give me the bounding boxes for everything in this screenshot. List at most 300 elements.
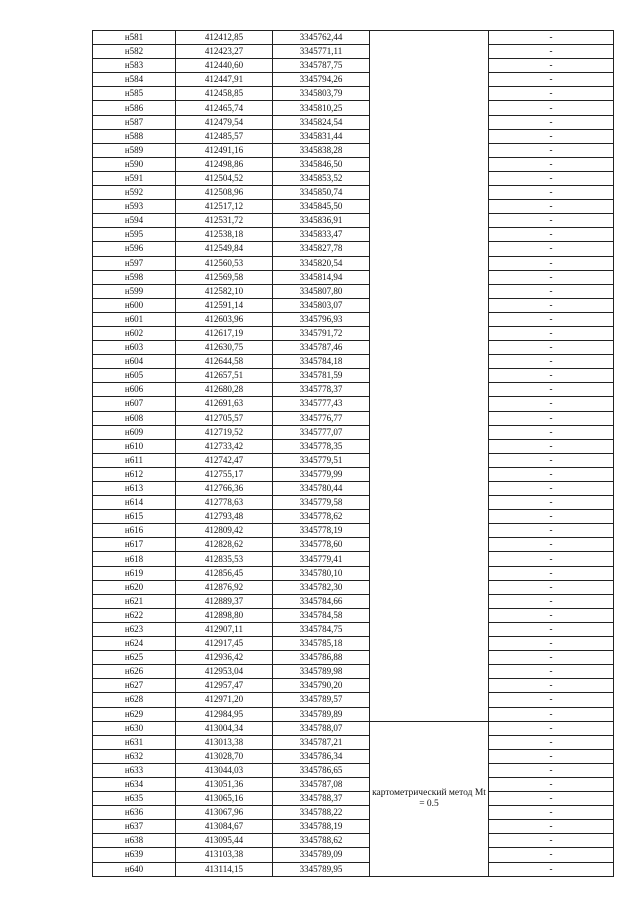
y-coordinate-cell: 3345789,09 bbox=[273, 848, 370, 862]
x-coordinate-cell: 412733,42 bbox=[176, 439, 273, 453]
table-row bbox=[93, 171, 614, 185]
point-name-cell: н586 bbox=[93, 101, 176, 115]
y-coordinate-cell: 3345833,47 bbox=[273, 228, 370, 242]
point-name-cell: н624 bbox=[93, 637, 176, 651]
point-name-cell: н608 bbox=[93, 411, 176, 425]
accuracy-cell: - bbox=[489, 467, 614, 481]
coordinates-table bbox=[92, 30, 614, 877]
y-coordinate-cell: 3345803,79 bbox=[273, 87, 370, 101]
table-row bbox=[93, 749, 614, 763]
x-coordinate-cell: 412828,62 bbox=[176, 538, 273, 552]
x-coordinate-cell: 412856,45 bbox=[176, 566, 273, 580]
x-coordinate-cell: 412603,96 bbox=[176, 312, 273, 326]
table-row bbox=[93, 637, 614, 651]
y-coordinate-cell: 3345778,60 bbox=[273, 538, 370, 552]
x-coordinate-cell: 412485,57 bbox=[176, 129, 273, 143]
table-row bbox=[93, 214, 614, 228]
point-name-cell: н587 bbox=[93, 115, 176, 129]
table-row bbox=[93, 848, 614, 862]
table-row bbox=[93, 538, 614, 552]
point-name-cell: н616 bbox=[93, 524, 176, 538]
y-coordinate-cell: 3345780,44 bbox=[273, 482, 370, 496]
table-row bbox=[93, 101, 614, 115]
y-coordinate-cell: 3345789,57 bbox=[273, 693, 370, 707]
table-row bbox=[93, 397, 614, 411]
point-name-cell: н593 bbox=[93, 200, 176, 214]
accuracy-cell: - bbox=[489, 834, 614, 848]
point-name-cell: н596 bbox=[93, 242, 176, 256]
x-coordinate-cell: 412742,47 bbox=[176, 453, 273, 467]
accuracy-cell: - bbox=[489, 73, 614, 87]
y-coordinate-cell: 3345789,89 bbox=[273, 707, 370, 721]
y-coordinate-cell: 3345779,51 bbox=[273, 453, 370, 467]
point-name-cell: н620 bbox=[93, 580, 176, 594]
x-coordinate-cell: 412412,85 bbox=[176, 31, 273, 45]
y-coordinate-cell: 3345788,19 bbox=[273, 820, 370, 834]
x-coordinate-cell: 412657,51 bbox=[176, 369, 273, 383]
table-row bbox=[93, 735, 614, 749]
point-name-cell: н610 bbox=[93, 439, 176, 453]
accuracy-cell: - bbox=[489, 383, 614, 397]
table-row bbox=[93, 312, 614, 326]
point-name-cell: н630 bbox=[93, 721, 176, 735]
accuracy-cell: - bbox=[489, 566, 614, 580]
table-row bbox=[93, 580, 614, 594]
point-name-cell: н623 bbox=[93, 622, 176, 636]
point-name-cell: н628 bbox=[93, 693, 176, 707]
point-name-cell: н602 bbox=[93, 326, 176, 340]
x-coordinate-cell: 413103,38 bbox=[176, 848, 273, 862]
y-coordinate-cell: 3345778,35 bbox=[273, 439, 370, 453]
accuracy-cell: - bbox=[489, 425, 614, 439]
accuracy-cell: - bbox=[489, 679, 614, 693]
accuracy-cell: - bbox=[489, 651, 614, 665]
y-coordinate-cell: 3345789,98 bbox=[273, 665, 370, 679]
point-name-cell: н636 bbox=[93, 806, 176, 820]
table-row bbox=[93, 693, 614, 707]
y-coordinate-cell: 3345790,20 bbox=[273, 679, 370, 693]
x-coordinate-cell: 412538,18 bbox=[176, 228, 273, 242]
x-coordinate-cell: 412582,10 bbox=[176, 284, 273, 298]
point-name-cell: н590 bbox=[93, 157, 176, 171]
point-name-cell: н598 bbox=[93, 270, 176, 284]
x-coordinate-cell: 412793,48 bbox=[176, 510, 273, 524]
point-name-cell: н621 bbox=[93, 594, 176, 608]
x-coordinate-cell: 412491,16 bbox=[176, 143, 273, 157]
x-coordinate-cell: 412778,63 bbox=[176, 496, 273, 510]
accuracy-cell: - bbox=[489, 45, 614, 59]
accuracy-cell: - bbox=[489, 848, 614, 862]
accuracy-cell: - bbox=[489, 552, 614, 566]
x-coordinate-cell: 412644,58 bbox=[176, 355, 273, 369]
y-coordinate-cell: 3345791,72 bbox=[273, 326, 370, 340]
point-name-cell: н597 bbox=[93, 256, 176, 270]
table-row bbox=[93, 411, 614, 425]
x-coordinate-cell: 412591,14 bbox=[176, 298, 273, 312]
x-coordinate-cell: 412479,54 bbox=[176, 115, 273, 129]
accuracy-cell: - bbox=[489, 270, 614, 284]
table-row bbox=[93, 326, 614, 340]
y-coordinate-cell: 3345810,25 bbox=[273, 101, 370, 115]
table-row bbox=[93, 496, 614, 510]
accuracy-cell: - bbox=[489, 862, 614, 876]
y-coordinate-cell: 3345781,59 bbox=[273, 369, 370, 383]
x-coordinate-cell: 412889,37 bbox=[176, 594, 273, 608]
point-name-cell: н622 bbox=[93, 608, 176, 622]
y-coordinate-cell: 3345779,41 bbox=[273, 552, 370, 566]
point-name-cell: н614 bbox=[93, 496, 176, 510]
x-coordinate-cell: 413004,34 bbox=[176, 721, 273, 735]
table-row bbox=[93, 608, 614, 622]
x-coordinate-cell: 413084,67 bbox=[176, 820, 273, 834]
y-coordinate-cell: 3345777,43 bbox=[273, 397, 370, 411]
x-coordinate-cell: 412809,42 bbox=[176, 524, 273, 538]
x-coordinate-cell: 413044,03 bbox=[176, 763, 273, 777]
table-row bbox=[93, 862, 614, 876]
y-coordinate-cell: 3345784,58 bbox=[273, 608, 370, 622]
table-row bbox=[93, 298, 614, 312]
table-row bbox=[93, 425, 614, 439]
x-coordinate-cell: 412957,47 bbox=[176, 679, 273, 693]
y-coordinate-cell: 3345787,75 bbox=[273, 59, 370, 73]
x-coordinate-cell: 412936,42 bbox=[176, 651, 273, 665]
accuracy-cell: - bbox=[489, 693, 614, 707]
point-name-cell: н603 bbox=[93, 341, 176, 355]
point-name-cell: н605 bbox=[93, 369, 176, 383]
y-coordinate-cell: 3345776,77 bbox=[273, 411, 370, 425]
accuracy-cell: - bbox=[489, 707, 614, 721]
x-coordinate-cell: 412876,92 bbox=[176, 580, 273, 594]
y-coordinate-cell: 3345846,50 bbox=[273, 157, 370, 171]
y-coordinate-cell: 3345780,10 bbox=[273, 566, 370, 580]
point-name-cell: н631 bbox=[93, 735, 176, 749]
point-name-cell: н600 bbox=[93, 298, 176, 312]
x-coordinate-cell: 412835,53 bbox=[176, 552, 273, 566]
table-row bbox=[93, 524, 614, 538]
x-coordinate-cell: 412549,84 bbox=[176, 242, 273, 256]
y-coordinate-cell: 3345784,66 bbox=[273, 594, 370, 608]
point-name-cell: н582 bbox=[93, 45, 176, 59]
point-name-cell: н585 bbox=[93, 87, 176, 101]
table-row bbox=[93, 157, 614, 171]
table-row bbox=[93, 143, 614, 157]
x-coordinate-cell: 412907,11 bbox=[176, 622, 273, 636]
table-row bbox=[93, 721, 614, 735]
point-name-cell: н618 bbox=[93, 552, 176, 566]
table-row bbox=[93, 792, 614, 806]
accuracy-cell: - bbox=[489, 214, 614, 228]
point-name-cell: н625 bbox=[93, 651, 176, 665]
table-row bbox=[93, 256, 614, 270]
table-row bbox=[93, 73, 614, 87]
table-row bbox=[93, 820, 614, 834]
table-row bbox=[93, 341, 614, 355]
table-row bbox=[93, 242, 614, 256]
x-coordinate-cell: 412504,52 bbox=[176, 171, 273, 185]
point-name-cell: н588 bbox=[93, 129, 176, 143]
accuracy-cell: - bbox=[489, 622, 614, 636]
x-coordinate-cell: 412898,80 bbox=[176, 608, 273, 622]
point-name-cell: н617 bbox=[93, 538, 176, 552]
y-coordinate-cell: 3345786,65 bbox=[273, 763, 370, 777]
method-cell: картометрический метод Mt = 0.5 bbox=[370, 721, 489, 876]
y-coordinate-cell: 3345778,62 bbox=[273, 510, 370, 524]
table-row bbox=[93, 31, 614, 45]
accuracy-cell: - bbox=[489, 665, 614, 679]
accuracy-cell: - bbox=[489, 735, 614, 749]
y-coordinate-cell: 3345838,28 bbox=[273, 143, 370, 157]
point-name-cell: н591 bbox=[93, 171, 176, 185]
x-coordinate-cell: 412971,20 bbox=[176, 693, 273, 707]
y-coordinate-cell: 3345850,74 bbox=[273, 186, 370, 200]
table-row bbox=[93, 129, 614, 143]
table-row bbox=[93, 228, 614, 242]
table-row bbox=[93, 834, 614, 848]
point-name-cell: н638 bbox=[93, 834, 176, 848]
table-row bbox=[93, 594, 614, 608]
point-name-cell: н612 bbox=[93, 467, 176, 481]
y-coordinate-cell: 3345796,93 bbox=[273, 312, 370, 326]
accuracy-cell: - bbox=[489, 312, 614, 326]
y-coordinate-cell: 3345786,34 bbox=[273, 749, 370, 763]
x-coordinate-cell: 413028,70 bbox=[176, 749, 273, 763]
table-row bbox=[93, 284, 614, 298]
table-row bbox=[93, 566, 614, 580]
table-row bbox=[93, 763, 614, 777]
table-row bbox=[93, 777, 614, 791]
y-coordinate-cell: 3345788,37 bbox=[273, 792, 370, 806]
x-coordinate-cell: 412423,27 bbox=[176, 45, 273, 59]
table-row bbox=[93, 200, 614, 214]
table-row bbox=[93, 45, 614, 59]
x-coordinate-cell: 412917,45 bbox=[176, 637, 273, 651]
y-coordinate-cell: 3345787,46 bbox=[273, 341, 370, 355]
y-coordinate-cell: 3345778,19 bbox=[273, 524, 370, 538]
x-coordinate-cell: 412531,72 bbox=[176, 214, 273, 228]
point-name-cell: н637 bbox=[93, 820, 176, 834]
accuracy-cell: - bbox=[489, 256, 614, 270]
accuracy-cell: - bbox=[489, 171, 614, 185]
point-name-cell: н604 bbox=[93, 355, 176, 369]
point-name-cell: н615 bbox=[93, 510, 176, 524]
accuracy-cell: - bbox=[489, 594, 614, 608]
y-coordinate-cell: 3345778,37 bbox=[273, 383, 370, 397]
accuracy-cell: - bbox=[489, 510, 614, 524]
y-coordinate-cell: 3345782,30 bbox=[273, 580, 370, 594]
x-coordinate-cell: 412458,85 bbox=[176, 87, 273, 101]
table-row bbox=[93, 453, 614, 467]
y-coordinate-cell: 3345787,21 bbox=[273, 735, 370, 749]
y-coordinate-cell: 3345787,08 bbox=[273, 777, 370, 791]
accuracy-cell: - bbox=[489, 284, 614, 298]
point-name-cell: н583 bbox=[93, 59, 176, 73]
x-coordinate-cell: 412719,52 bbox=[176, 425, 273, 439]
accuracy-cell: - bbox=[489, 637, 614, 651]
x-coordinate-cell: 412984,95 bbox=[176, 707, 273, 721]
x-coordinate-cell: 412617,19 bbox=[176, 326, 273, 340]
accuracy-cell: - bbox=[489, 129, 614, 143]
table-row bbox=[93, 467, 614, 481]
point-name-cell: н589 bbox=[93, 143, 176, 157]
y-coordinate-cell: 3345784,75 bbox=[273, 622, 370, 636]
point-name-cell: н606 bbox=[93, 383, 176, 397]
point-name-cell: н632 bbox=[93, 749, 176, 763]
method-cell-empty bbox=[370, 31, 489, 722]
x-coordinate-cell: 412508,96 bbox=[176, 186, 273, 200]
point-name-cell: н584 bbox=[93, 73, 176, 87]
point-name-cell: н609 bbox=[93, 425, 176, 439]
y-coordinate-cell: 3345831,44 bbox=[273, 129, 370, 143]
table-row bbox=[93, 270, 614, 284]
accuracy-cell: - bbox=[489, 242, 614, 256]
y-coordinate-cell: 3345771,11 bbox=[273, 45, 370, 59]
point-name-cell: н640 bbox=[93, 862, 176, 876]
x-coordinate-cell: 412705,57 bbox=[176, 411, 273, 425]
accuracy-cell: - bbox=[489, 439, 614, 453]
accuracy-cell: - bbox=[489, 228, 614, 242]
y-coordinate-cell: 3345762,44 bbox=[273, 31, 370, 45]
accuracy-cell: - bbox=[489, 87, 614, 101]
accuracy-cell: - bbox=[489, 298, 614, 312]
point-name-cell: н594 bbox=[93, 214, 176, 228]
accuracy-cell: - bbox=[489, 115, 614, 129]
point-name-cell: н639 bbox=[93, 848, 176, 862]
accuracy-cell: - bbox=[489, 355, 614, 369]
accuracy-cell: - bbox=[489, 326, 614, 340]
point-name-cell: н626 bbox=[93, 665, 176, 679]
point-name-cell: н601 bbox=[93, 312, 176, 326]
y-coordinate-cell: 3345794,26 bbox=[273, 73, 370, 87]
x-coordinate-cell: 412766,36 bbox=[176, 482, 273, 496]
y-coordinate-cell: 3345779,99 bbox=[273, 467, 370, 481]
point-name-cell: н592 bbox=[93, 186, 176, 200]
point-name-cell: н599 bbox=[93, 284, 176, 298]
table-row bbox=[93, 482, 614, 496]
y-coordinate-cell: 3345845,50 bbox=[273, 200, 370, 214]
table-row bbox=[93, 115, 614, 129]
coordinates-table-body bbox=[93, 31, 614, 877]
point-name-cell: н634 bbox=[93, 777, 176, 791]
accuracy-cell: - bbox=[489, 763, 614, 777]
x-coordinate-cell: 413114,15 bbox=[176, 862, 273, 876]
x-coordinate-cell: 412630,75 bbox=[176, 341, 273, 355]
x-coordinate-cell: 412560,53 bbox=[176, 256, 273, 270]
table-row bbox=[93, 552, 614, 566]
accuracy-cell: - bbox=[489, 157, 614, 171]
y-coordinate-cell: 3345827,78 bbox=[273, 242, 370, 256]
accuracy-cell: - bbox=[489, 397, 614, 411]
y-coordinate-cell: 3345807,80 bbox=[273, 284, 370, 298]
y-coordinate-cell: 3345786,88 bbox=[273, 651, 370, 665]
accuracy-cell: - bbox=[489, 101, 614, 115]
x-coordinate-cell: 413051,36 bbox=[176, 777, 273, 791]
y-coordinate-cell: 3345853,52 bbox=[273, 171, 370, 185]
accuracy-cell: - bbox=[489, 524, 614, 538]
table-row bbox=[93, 383, 614, 397]
y-coordinate-cell: 3345788,22 bbox=[273, 806, 370, 820]
y-coordinate-cell: 3345788,62 bbox=[273, 834, 370, 848]
x-coordinate-cell: 413013,38 bbox=[176, 735, 273, 749]
accuracy-cell: - bbox=[489, 538, 614, 552]
y-coordinate-cell: 3345785,18 bbox=[273, 637, 370, 651]
accuracy-cell: - bbox=[489, 31, 614, 45]
accuracy-cell: - bbox=[489, 411, 614, 425]
point-name-cell: н619 bbox=[93, 566, 176, 580]
x-coordinate-cell: 412465,74 bbox=[176, 101, 273, 115]
x-coordinate-cell: 412680,28 bbox=[176, 383, 273, 397]
y-coordinate-cell: 3345777,07 bbox=[273, 425, 370, 439]
point-name-cell: н633 bbox=[93, 763, 176, 777]
point-name-cell: н611 bbox=[93, 453, 176, 467]
accuracy-cell: - bbox=[489, 200, 614, 214]
accuracy-cell: - bbox=[489, 482, 614, 496]
accuracy-cell: - bbox=[489, 59, 614, 73]
accuracy-cell: - bbox=[489, 820, 614, 834]
accuracy-cell: - bbox=[489, 749, 614, 763]
x-coordinate-cell: 412440,60 bbox=[176, 59, 273, 73]
y-coordinate-cell: 3345803,07 bbox=[273, 298, 370, 312]
x-coordinate-cell: 412953,04 bbox=[176, 665, 273, 679]
table-row bbox=[93, 622, 614, 636]
y-coordinate-cell: 3345779,58 bbox=[273, 496, 370, 510]
point-name-cell: н627 bbox=[93, 679, 176, 693]
table-row bbox=[93, 806, 614, 820]
point-name-cell: н613 bbox=[93, 482, 176, 496]
y-coordinate-cell: 3345784,18 bbox=[273, 355, 370, 369]
point-name-cell: н635 bbox=[93, 792, 176, 806]
point-name-cell: н581 bbox=[93, 31, 176, 45]
table-row bbox=[93, 87, 614, 101]
x-coordinate-cell: 412755,17 bbox=[176, 467, 273, 481]
y-coordinate-cell: 3345789,95 bbox=[273, 862, 370, 876]
y-coordinate-cell: 3345836,91 bbox=[273, 214, 370, 228]
accuracy-cell: - bbox=[489, 453, 614, 467]
y-coordinate-cell: 3345788,07 bbox=[273, 721, 370, 735]
y-coordinate-cell: 3345824,54 bbox=[273, 115, 370, 129]
x-coordinate-cell: 413095,44 bbox=[176, 834, 273, 848]
accuracy-cell: - bbox=[489, 341, 614, 355]
point-name-cell: н595 bbox=[93, 228, 176, 242]
table-row bbox=[93, 651, 614, 665]
table-row bbox=[93, 369, 614, 383]
accuracy-cell: - bbox=[489, 792, 614, 806]
accuracy-cell: - bbox=[489, 721, 614, 735]
x-coordinate-cell: 412498,86 bbox=[176, 157, 273, 171]
table-row bbox=[93, 679, 614, 693]
y-coordinate-cell: 3345814,94 bbox=[273, 270, 370, 284]
accuracy-cell: - bbox=[489, 496, 614, 510]
table-row bbox=[93, 439, 614, 453]
x-coordinate-cell: 413065,16 bbox=[176, 792, 273, 806]
x-coordinate-cell: 412517,12 bbox=[176, 200, 273, 214]
x-coordinate-cell: 412447,91 bbox=[176, 73, 273, 87]
point-name-cell: н629 bbox=[93, 707, 176, 721]
accuracy-cell: - bbox=[489, 777, 614, 791]
y-coordinate-cell: 3345820,54 bbox=[273, 256, 370, 270]
accuracy-cell: - bbox=[489, 608, 614, 622]
accuracy-cell: - bbox=[489, 369, 614, 383]
x-coordinate-cell: 412691,63 bbox=[176, 397, 273, 411]
table-row bbox=[93, 59, 614, 73]
table-row bbox=[93, 355, 614, 369]
accuracy-cell: - bbox=[489, 186, 614, 200]
point-name-cell: н607 bbox=[93, 397, 176, 411]
table-row bbox=[93, 707, 614, 721]
table-row bbox=[93, 665, 614, 679]
table-row bbox=[93, 510, 614, 524]
x-coordinate-cell: 413067,96 bbox=[176, 806, 273, 820]
table-row bbox=[93, 186, 614, 200]
